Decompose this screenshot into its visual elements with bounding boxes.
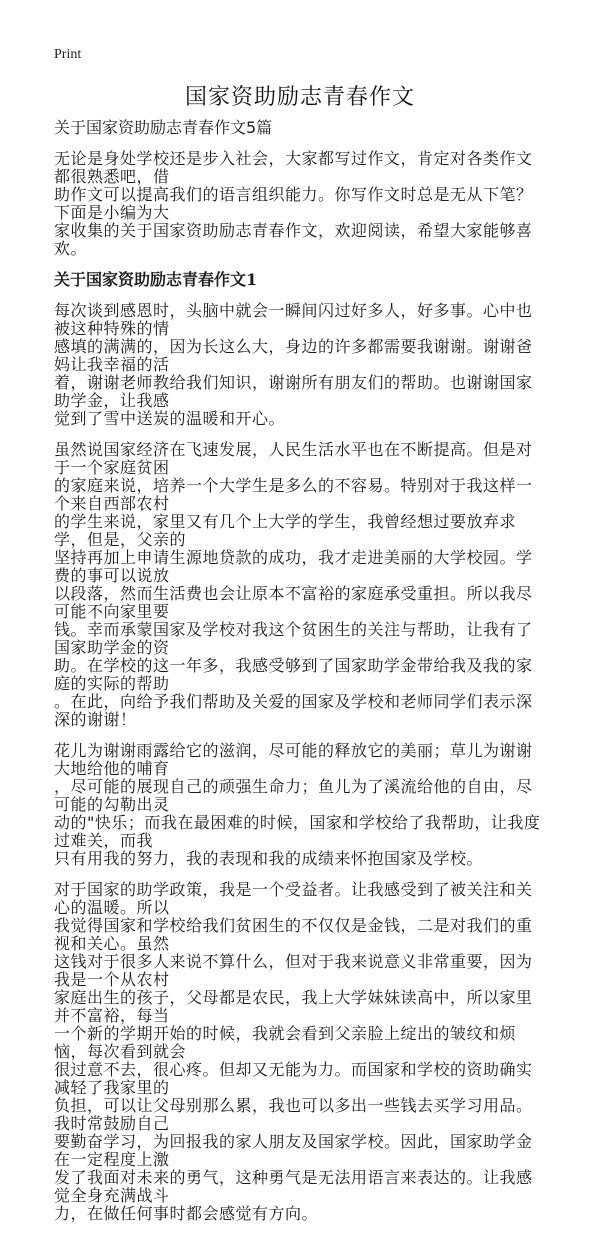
text-line: 花儿为谢谢雨露给它的滋润，尽可能的释放它的美丽；草儿为谢谢大地给他的哺育 bbox=[54, 741, 533, 778]
text-line: 很过意不去，很心疼。但却又无能为力。而国家和学校的资助确实减轻了我家里的 bbox=[54, 1060, 533, 1097]
text-line: 每次谈到感恩时，头脑中就会一瞬间闪过好多人，好多事。心中也被这种特殊的情 bbox=[54, 301, 533, 338]
text-line: 的学生来说，家里又有几个上大学的学生，我曾经想过要放弃求学，但是，父亲的 bbox=[54, 512, 517, 549]
text-line: 力，在做任何事时都会感觉有方向。 bbox=[54, 1204, 319, 1223]
text-line: 一个新的学期开始的时候，我就会看到父亲脸上绽出的皱纹和烦恼，每次看到就会 bbox=[54, 1024, 517, 1061]
text-line: 无论是身处学校还是步入社会，大家都写过作文，肯定对各类作文都很熟悉吧，借 bbox=[54, 149, 533, 186]
text-line: 钱。幸而承蒙国家及学校对我这个贫困生的关注与帮助，让我有了国家助学金的资 bbox=[54, 620, 533, 657]
text-line: 坚持再加上申请生源地贷款的成功，我才走进美丽的大学校园。学费的事可以说放 bbox=[54, 548, 533, 585]
text-line: 我觉得国家和学校给我们贫困生的不仅仅是金钱，二是对我们的重视和关心。虽然 bbox=[54, 916, 533, 953]
text-line: 只有用我的努力，我的表现和我的成绩来怀抱国家及学校。 bbox=[54, 849, 484, 868]
text-line: 家庭出生的孩子，父母都是农民，我上大学妹妹读高中，所以家里并不富裕，每当 bbox=[54, 988, 533, 1025]
page-title: 国家资助励志青春作文 bbox=[184, 85, 415, 110]
text-line: 虽然说国家经济在飞速发展，人民生活水平也在不断提高。但是对于一个家庭贫困 bbox=[54, 440, 533, 477]
body-paragraphs bbox=[54, 302, 546, 1223]
text-line: 以段落，然而生活费也会让原本不富裕的家庭承受重担。所以我尽可能不向家里要 bbox=[54, 584, 533, 621]
text-line: 觉到了雪中送炭的温暖和开心。 bbox=[54, 409, 286, 428]
text-line: 。在此，向给予我们帮助及关爱的国家及学校和老师同学们表示深深的谢谢！ bbox=[54, 692, 533, 729]
body-paragraph bbox=[54, 302, 546, 428]
text-line: 动的"快乐；而我在最困难的时候，国家和学校给了我帮助，让我度过难关，而我 bbox=[54, 813, 541, 850]
text-line: 着，谢谢老师教给我们知识，谢谢所有朋友们的帮助。也谢谢国家助学金，让我感 bbox=[54, 373, 533, 410]
text-line: 负担，可以让父母别那么累，我也可以多出一些钱去买学习用品。我时常鼓励自己 bbox=[54, 1096, 533, 1133]
text-line: 助。在学校的这一年多，我感受够到了国家助学金带给我及我的家庭的实际的帮助 bbox=[54, 656, 533, 693]
text-line: 感填的满满的，因为长这么大，身边的许多都需要我谢谢。谢谢爸妈让我幸福的活 bbox=[54, 337, 533, 374]
article-body bbox=[54, 119, 546, 1236]
text-line: ，尽可能的展现自己的顽强生命力；鱼儿为了溪流给他的自由，尽可能的勾勒出灵 bbox=[54, 777, 533, 814]
body-paragraph bbox=[54, 441, 546, 729]
print-link[interactable]: Print bbox=[54, 47, 82, 62]
text-line: 发了我面对未来的勇气，这种勇气是无法用语言来表达的。让我感觉全身充满战斗 bbox=[54, 1168, 533, 1205]
text-line: 对于国家的助学政策，我是一个受益者。让我感受到了被关注和关心的温暖。所以 bbox=[54, 880, 533, 917]
body-paragraph bbox=[54, 742, 546, 868]
text-line: 的家庭来说，培养一个大学生是多么的不容易。特别对于我这样一个来自西部农村 bbox=[54, 476, 533, 513]
text-line: 助作文可以提高我们的语言组织能力。你写作文时总是无从下笔？下面是小编为大 bbox=[54, 185, 533, 222]
text-line: 要勤奋学习，为回报我的家人朋友及国家学校。因此，国家助学金在一定程度上激 bbox=[54, 1132, 533, 1169]
body-paragraph bbox=[54, 881, 546, 1223]
article-subtitle: 关于国家资助励志青春作文5篇 bbox=[54, 118, 273, 137]
text-line: 家收集的关于国家资助励志青春作文，欢迎阅读，希望大家能够喜欢。 bbox=[54, 221, 533, 258]
text-line: 这钱对于很多人来说不算什么，但对于我来说意义非常重要，因为我是一个从农村 bbox=[54, 952, 533, 989]
section-heading: 关于国家资助励志青春作文1 bbox=[54, 270, 258, 289]
intro-paragraph bbox=[54, 150, 546, 258]
